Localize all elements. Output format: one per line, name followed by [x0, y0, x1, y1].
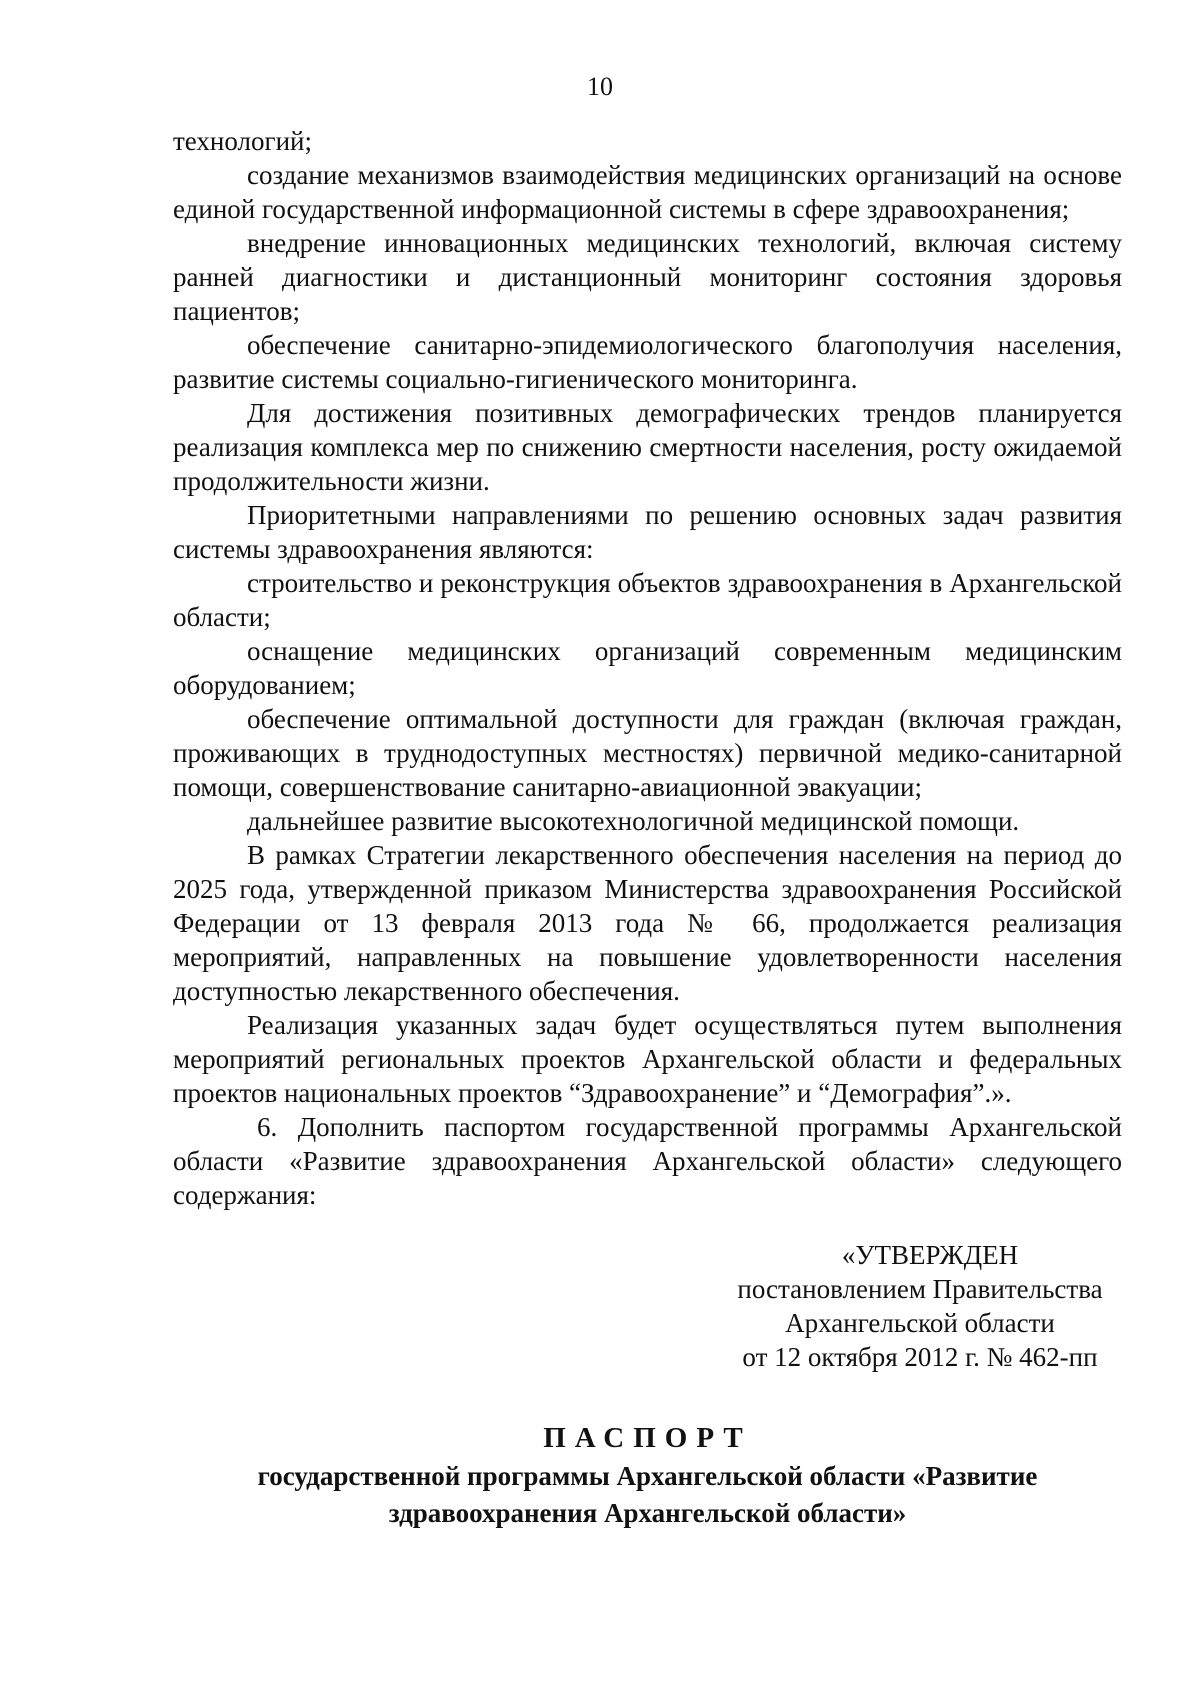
approval-heading: «УТВЕРЖДЕН	[841, 1240, 1019, 1270]
paragraph: строительство и реконструкция объектов здравоохранения в Архангельской области;	[173, 568, 1122, 632]
paragraph: Реализация указанных задач будет осуществляться путем выполнения мероприятий региональных проектов Архангельской области и федеральных проектов национальных проектов “Здравоохранение” и “Демография”.».	[173, 1010, 1122, 1108]
paragraph: внедрение инновационных медицинских технологий, включая систему ранней диагностики и дистанционный мониторинг состояния здоровья пациентов;	[173, 228, 1122, 326]
paragraph: Для достижения позитивных демографических трендов планируется реализация комплекса мер по снижению смертности населения, росту ожидаемой продолжительности жизни.	[173, 398, 1122, 496]
paragraph: создание механизмов взаимодействия медицинских организаций на основе единой государственной информационной системы в сфере здравоохранения;	[173, 160, 1122, 224]
approval-date-number: от 12 октября 2012 г. № 462-пп	[742, 1342, 1098, 1372]
paragraph: дальнейшее развитие высокотехнологичной медицинской помощи.	[247, 806, 1020, 836]
approval-stamp-block	[720, 1238, 1120, 1374]
document-body	[173, 124, 1122, 1212]
paragraph: обеспечение санитарно-эпидемиологического благополучия населения, развитие системы социально-гигиенического мониторинга.	[173, 330, 1122, 394]
approval-region: Архангельской области	[785, 1308, 1055, 1338]
paragraph: 6. Дополнить паспортом государственной программы Архангельской области «Развитие здравоохранения Архангельской области» следующего содержания:	[173, 1112, 1122, 1210]
document-subtitle-line-2: здравоохранения Архангельской области»	[388, 1498, 907, 1528]
passport-title-block	[173, 1418, 1122, 1532]
approval-resolution: постановлением Правительства	[737, 1274, 1103, 1304]
page-number: 10	[587, 72, 613, 101]
paragraph: технологий;	[173, 126, 312, 156]
paragraph: Приоритетными направлениями по решению основных задач развития системы здравоохранения являются:	[173, 500, 1122, 564]
paragraph: обеспечение оптимальной доступности для граждан (включая граждан, проживающих в труднодоступных местностях) первичной медико-санитарной помощи, совершенствование санитарно-авиационной эвакуации;	[173, 704, 1122, 802]
paragraph: В рамках Стратегии лекарственного обеспечения населения на период до 2025 года, утвержденной приказом Министерства здравоохранения Российской Федерации от 13 февраля 2013 года № 66, продолжается реализация мероприятий, направленных на повышение удовлетворенности населения доступностью лекарственного обеспечения.	[173, 840, 1122, 1006]
paragraph: оснащение медицинских организаций современным медицинским оборудованием;	[173, 636, 1122, 700]
document-title: ПАСПОРТ	[543, 1422, 752, 1454]
document-subtitle-line-1: государственной программы Архангельской области «Развитие	[257, 1461, 1038, 1491]
